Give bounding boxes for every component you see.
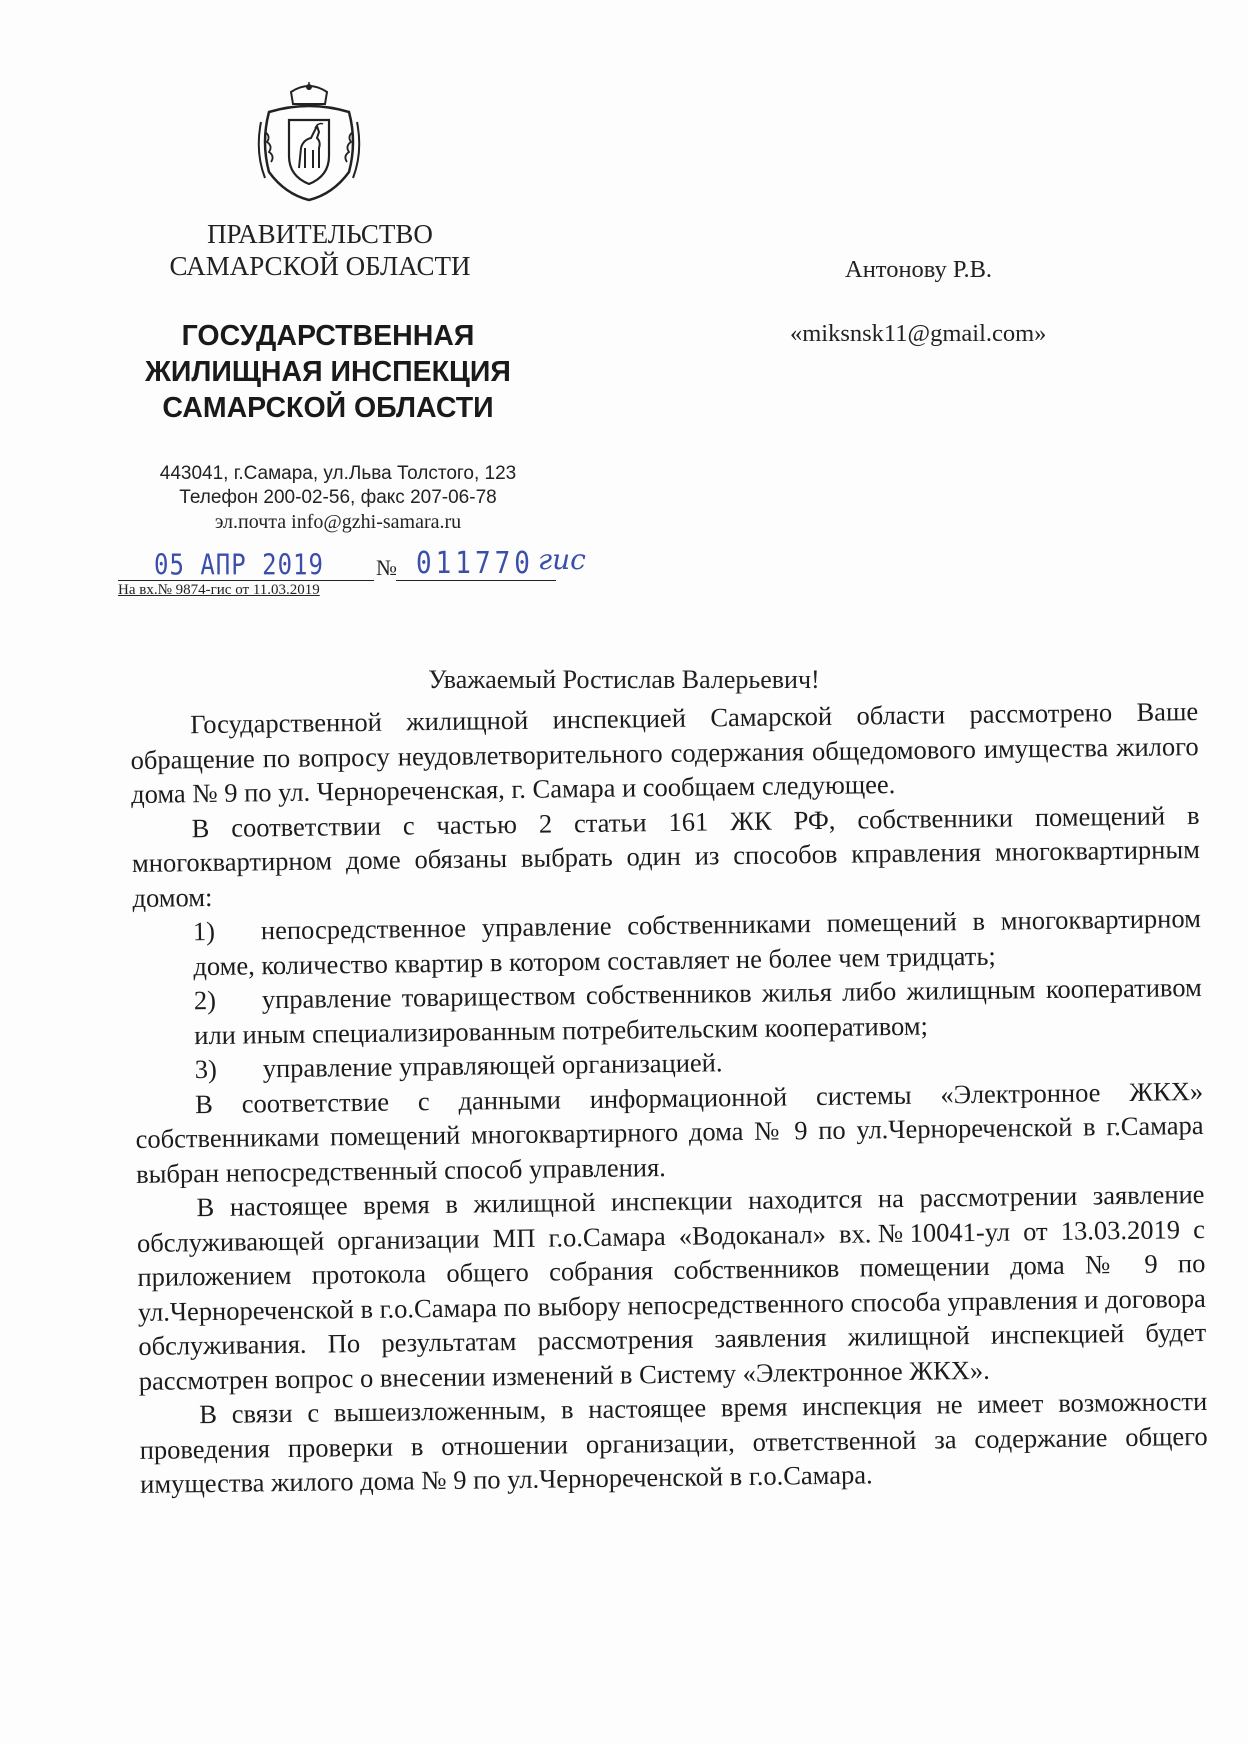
date-underline (118, 580, 374, 581)
list-item-text: непосредственное управление собственниками помещений в многоквартирном доме, количество квартир в котором составляет не более чем тридцать; (193, 903, 1202, 981)
government-title-line2: САМАРСКОЙ ОБЛАСТИ (169, 251, 471, 281)
recipient-name: Антонову Р.В. (845, 256, 993, 283)
paragraph: В настоящее время в жилищной инспекции находится на рассмотрении заявление обслуживающей организации МП г.о.Самара «Водоканал» вх.№10041-ул от 13.03.2019 с приложением протокола общего собрания собственников помещении дома № 9 по ул.Черноречeнской в г.о.Самара по выбору непосредственного способа управления и договора обслуживания. По результатам рассмотрения заявления жилищной инспекцией будет рассмотрен вопрос о внесении изменений в Систему «Электронное ЖКХ». (136, 1178, 1207, 1396)
list-item-number: 3) (194, 1053, 218, 1085)
paragraph: В соответствии с частью 2 статьи 161 ЖК РФ, собственники помещений в многоквартирном доме обязаны выбрать один из способов кправления многоквартирным домом: (131, 799, 1201, 913)
list-item-text: управление товариществом собственников жилья либо жилищным кооперативом или иным специализированным потребительским кооперативом; (194, 971, 1202, 1050)
agency-phone: Телефон 200-02-56, факс 207-06-78 (179, 487, 497, 508)
paragraph: Государственной жилищной инспекцией Самарской области рассмотрено Ваше обращение по вопросу неудовлетворительного содержания общедомового имущества жилого дома № 9 по ул. Черноречeнская, г. Самара и сообщаем следующее. (130, 696, 1199, 809)
agency-email: эл.почта info@gzhi-samara.ru (214, 511, 462, 533)
number-label: № (376, 555, 397, 580)
paragraph: В соответствие с данными информационной системы «Электронное ЖКХ» собственниками помещений многоквартирного дома № 9 по ул.Черноречeнской в г.Самара выбран непосредственный способ управления. (135, 1075, 1204, 1189)
incoming-reference: На вх.№ 9874-гис от 11.03.2019 (118, 582, 320, 598)
paragraph: В связи с вышеизложенным, в настоящее время инспекция не имеет возможности проведения проверки в отношении организации, ответственной за содержание общего имущества жилого дома № 9 по ул.Черноречeнской в г.о.Самара. (139, 1385, 1208, 1499)
list-item-text: управление управляющей организацией. (262, 1047, 723, 1084)
agency-name-line1: ГОСУДАРСТВЕННАЯ (181, 320, 475, 352)
samara-coat-of-arms-icon (255, 82, 363, 204)
agency-name-line2: ЖИЛИЩНАЯ ИНСПЕКЦИЯ (145, 356, 511, 388)
registration-handwritten-suffix: гис (538, 543, 586, 576)
list-item-number: 1) (192, 915, 216, 947)
registration-number-stamp: 011770 (416, 546, 534, 582)
number-underline (396, 580, 556, 581)
government-title-line1: ПРАВИТЕЛЬСТВО (207, 219, 433, 249)
registration-line (118, 543, 588, 582)
registration-date-stamp: 05 АПР 2019 (154, 548, 324, 582)
agency-name-line3: САМАРСКОЙ ОБЛАСТИ (162, 392, 494, 424)
letter-body (130, 694, 1208, 1501)
list-item-number: 2) (193, 984, 217, 1016)
salutation: Уважаемый Ростислав Валерьевич! (428, 665, 820, 694)
agency-address: 443041, г.Самара, ул.Льва Толстого, 123 (159, 463, 517, 484)
recipient-email: «miksnsk11@gmail.com» (790, 320, 1047, 347)
